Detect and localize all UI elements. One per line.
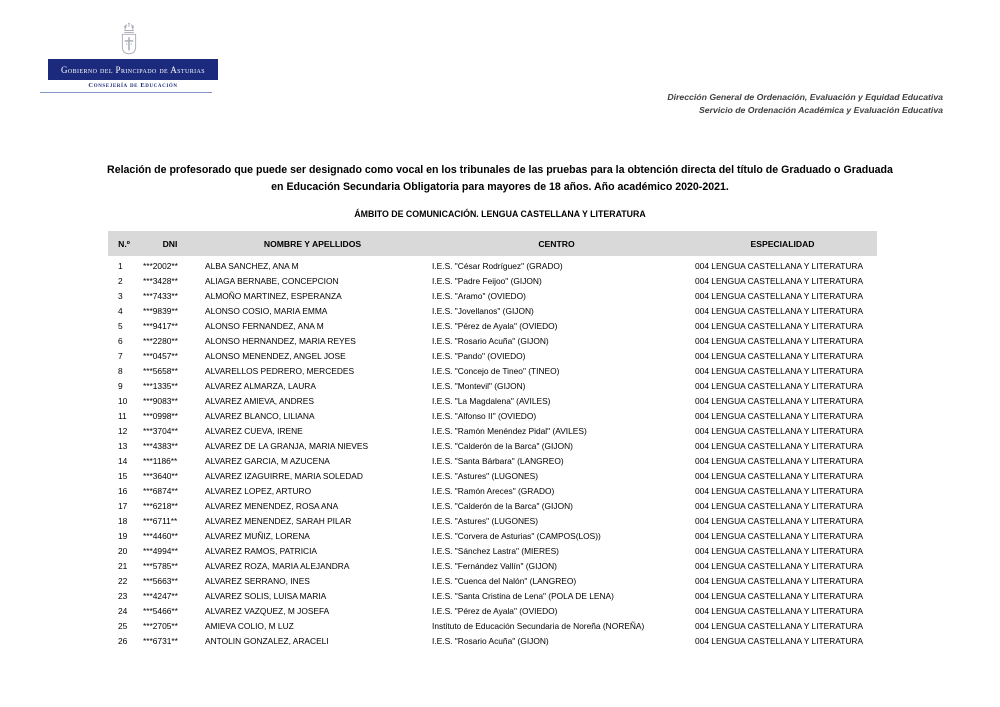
- cell-especialidad: 004 LENGUA CASTELLANA Y LITERATURA: [695, 291, 864, 301]
- cell-especialidad: 004 LENGUA CASTELLANA Y LITERATURA: [695, 516, 864, 526]
- cell-num: 17: [118, 501, 128, 511]
- cell-nombre: ALVAREZ IZAGUIRRE, MARIA SOLEDAD: [205, 471, 363, 481]
- table-row: [108, 529, 877, 544]
- table-row: [108, 469, 877, 484]
- cell-nombre: ANTOLIN GONZALEZ, ARACELI: [205, 636, 329, 646]
- table-row: [108, 394, 877, 409]
- cell-nombre: ALIAGA BERNABE, CONCEPCION: [205, 276, 339, 286]
- document-subtitle: ÁMBITO DE COMUNICACIÓN. LENGUA CASTELLANA Y LITERATURA: [354, 209, 646, 219]
- cell-num: 4: [118, 306, 123, 316]
- cell-dni: ***3428**: [143, 276, 178, 286]
- authority-line-2: Servicio de Ordenación Académica y Evaluación Educativa: [699, 105, 943, 115]
- cell-especialidad: 004 LENGUA CASTELLANA Y LITERATURA: [695, 456, 864, 466]
- cell-especialidad: 004 LENGUA CASTELLANA Y LITERATURA: [695, 501, 864, 511]
- cell-nombre: ALVAREZ SERRANO, INES: [205, 576, 310, 586]
- cell-dni: ***7433**: [143, 291, 178, 301]
- cell-especialidad: 004 LENGUA CASTELLANA Y LITERATURA: [695, 396, 864, 406]
- cell-especialidad: 004 LENGUA CASTELLANA Y LITERATURA: [695, 351, 864, 361]
- cell-dni: ***6218**: [143, 501, 178, 511]
- cell-dni: ***4383**: [143, 441, 178, 451]
- cell-dni: ***3640**: [143, 471, 178, 481]
- document-title-line-1: Relación de profesorado que puede ser designado como vocal en los tribunales de las pruebas para la obtención directa del título de Graduado o Graduada: [107, 164, 893, 176]
- teacher-roster-table: [108, 231, 877, 649]
- logo-divider: [40, 92, 212, 93]
- table-row: [108, 619, 877, 634]
- cell-especialidad: 004 LENGUA CASTELLANA Y LITERATURA: [695, 321, 864, 331]
- cell-centro: I.E.S. "Astures" (LUGONES): [432, 516, 539, 526]
- cell-centro: I.E.S. "Fernández Vallín" (GIJON): [432, 561, 557, 571]
- cell-nombre: ALVAREZ MENENDEZ, ROSA ANA: [205, 501, 339, 511]
- table-row: [108, 319, 877, 334]
- table-row: [108, 634, 877, 649]
- cell-dni: ***2705**: [143, 621, 178, 631]
- cell-dni: ***2280**: [143, 336, 178, 346]
- table-row: [108, 274, 877, 289]
- table-row: [108, 589, 877, 604]
- cell-nombre: ALVARELLOS PEDRERO, MERCEDES: [205, 366, 355, 376]
- cell-num: 24: [118, 606, 128, 616]
- cell-num: 25: [118, 621, 128, 631]
- cell-centro: I.E.S. "Pando" (OVIEDO): [432, 351, 526, 361]
- table-row: [108, 379, 877, 394]
- cell-especialidad: 004 LENGUA CASTELLANA Y LITERATURA: [695, 471, 864, 481]
- cell-dni: ***9083**: [143, 396, 178, 406]
- table-row: [108, 304, 877, 319]
- cell-num: 20: [118, 546, 128, 556]
- cell-centro: I.E.S. "Ramón Menéndez Pidal" (AVILES): [432, 426, 587, 436]
- cell-nombre: ALVAREZ AMIEVA, ANDRES: [205, 396, 314, 406]
- cell-centro: I.E.S. "Cuenca del Nalón" (LANGREO): [432, 576, 577, 586]
- cell-dni: ***6711**: [143, 516, 178, 526]
- table-row: [108, 484, 877, 499]
- cell-dni: ***5466**: [143, 606, 178, 616]
- cell-num: 23: [118, 591, 128, 601]
- cell-nombre: ALMOÑO MARTINEZ, ESPERANZA: [205, 291, 342, 301]
- table-row: [108, 349, 877, 364]
- cell-num: 9: [118, 381, 123, 391]
- government-banner-label: Gobierno del Principado de Asturias: [61, 64, 205, 75]
- cell-centro: I.E.S. "Pérez de Ayala" (OVIEDO): [432, 606, 558, 616]
- cell-especialidad: 004 LENGUA CASTELLANA Y LITERATURA: [695, 531, 864, 541]
- roster-table-body: [108, 256, 877, 649]
- cell-dni: ***6874**: [143, 486, 178, 496]
- cell-dni: ***0998**: [143, 411, 178, 421]
- cell-centro: I.E.S. "Calderón de la Barca" (GIJON): [432, 441, 573, 451]
- cell-centro: I.E.S. "Montevil" (GIJON): [432, 381, 526, 391]
- column-header-centro: CENTRO: [425, 231, 688, 256]
- cell-especialidad: 004 LENGUA CASTELLANA Y LITERATURA: [695, 336, 864, 346]
- table-row: [108, 514, 877, 529]
- table-row: [108, 256, 877, 274]
- cell-centro: I.E.S. "Calderón de la Barca" (GIJON): [432, 501, 573, 511]
- cell-num: 18: [118, 516, 128, 526]
- cell-num: 11: [118, 411, 127, 421]
- cell-especialidad: 004 LENGUA CASTELLANA Y LITERATURA: [695, 306, 864, 316]
- cell-nombre: ALVAREZ MENENDEZ, SARAH PILAR: [205, 516, 352, 526]
- cell-especialidad: 004 LENGUA CASTELLANA Y LITERATURA: [695, 576, 864, 586]
- cell-dni: ***5658**: [143, 366, 178, 376]
- cell-dni: ***4460**: [143, 531, 178, 541]
- column-header-nombre: NOMBRE Y APELLIDOS: [200, 231, 425, 256]
- cell-especialidad: 004 LENGUA CASTELLANA Y LITERATURA: [695, 441, 864, 451]
- cell-num: 5: [118, 321, 123, 331]
- cell-nombre: ALVAREZ DE LA GRANJA, MARIA NIEVES: [205, 441, 369, 451]
- government-banner: [48, 59, 218, 80]
- asturias-coat-of-arms-icon: [118, 22, 140, 58]
- cell-centro: I.E.S. "Sánchez Lastra" (MIERES): [432, 546, 559, 556]
- table-row: [108, 364, 877, 379]
- cell-num: 26: [118, 636, 128, 646]
- cell-dni: ***6731**: [143, 636, 178, 646]
- cell-nombre: ALONSO FERNANDEZ, ANA M: [205, 321, 324, 331]
- table-row: [108, 409, 877, 424]
- cell-centro: I.E.S. "La Magdalena" (AVILES): [432, 396, 551, 406]
- cell-centro: I.E.S. "Rosario Acuña" (GIJON): [432, 636, 549, 646]
- cell-centro: I.E.S. "Concejo de Tineo" (TINEO): [432, 366, 560, 376]
- cell-centro: I.E.S. "Pérez de Ayala" (OVIEDO): [432, 321, 558, 331]
- cell-especialidad: 004 LENGUA CASTELLANA Y LITERATURA: [695, 366, 864, 376]
- table-row: [108, 604, 877, 619]
- cell-num: 13: [118, 441, 128, 451]
- table-row: [108, 559, 877, 574]
- asturias-logo: [40, 22, 218, 93]
- cell-nombre: ALVAREZ MUÑIZ, LORENA: [205, 531, 310, 541]
- column-header-dni: DNI: [140, 231, 200, 256]
- document-title: [60, 162, 940, 196]
- cell-centro: I.E.S. "Santa Cristina de Lena" (POLA DE LENA): [432, 591, 614, 601]
- cell-nombre: ALVAREZ LOPEZ, ARTURO: [205, 486, 312, 496]
- cell-num: 12: [118, 426, 128, 436]
- column-header-num: N.º: [108, 231, 140, 256]
- cell-centro: I.E.S. "Jovellanos" (GIJON): [432, 306, 534, 316]
- cell-num: 6: [118, 336, 123, 346]
- cell-dni: ***3704**: [143, 426, 178, 436]
- cell-centro: Instituto de Educación Secundaria de Noreña (NOREÑA): [432, 621, 645, 631]
- cell-dni: ***4994**: [143, 546, 178, 556]
- cell-num: 3: [118, 291, 123, 301]
- table-row: [108, 334, 877, 349]
- roster-header-row: [108, 231, 877, 256]
- cell-num: 21: [118, 561, 128, 571]
- cell-centro: I.E.S. "Aramo" (OVIEDO): [432, 291, 526, 301]
- cell-nombre: ALVAREZ ROZA, MARIA ALEJANDRA: [205, 561, 350, 571]
- cell-nombre: ALONSO COSIO, MARIA EMMA: [205, 306, 328, 316]
- cell-nombre: ALVAREZ CUEVA, IRENE: [205, 426, 303, 436]
- cell-dni: ***9839**: [143, 306, 178, 316]
- cell-especialidad: 004 LENGUA CASTELLANA Y LITERATURA: [695, 411, 864, 421]
- cell-especialidad: 004 LENGUA CASTELLANA Y LITERATURA: [695, 546, 864, 556]
- cell-centro: I.E.S. "Ramón Areces" (GRADO): [432, 486, 555, 496]
- cell-centro: I.E.S. "Astures" (LUGONES): [432, 471, 539, 481]
- table-row: [108, 289, 877, 304]
- table-row: [108, 424, 877, 439]
- cell-num: 8: [118, 366, 123, 376]
- cell-especialidad: 004 LENGUA CASTELLANA Y LITERATURA: [695, 606, 864, 616]
- cell-centro: I.E.S. "Santa Bárbara" (LANGREO): [432, 456, 564, 466]
- authority-line-1: Dirección General de Ordenación, Evaluación y Equidad Educativa: [667, 92, 943, 102]
- cell-especialidad: 004 LENGUA CASTELLANA Y LITERATURA: [695, 561, 864, 571]
- cell-num: 1: [118, 261, 123, 271]
- cell-nombre: ALONSO HERNANDEZ, MARIA REYES: [205, 336, 356, 346]
- cell-dni: ***5663**: [143, 576, 178, 586]
- cell-num: 7: [118, 351, 123, 361]
- cell-num: 14: [118, 456, 128, 466]
- cell-nombre: ALVAREZ GARCIA, M AZUCENA: [205, 456, 330, 466]
- cell-nombre: ALONSO MENENDEZ, ANGEL JOSE: [205, 351, 346, 361]
- cell-centro: I.E.S. "Rosario Acuña" (GIJON): [432, 336, 549, 346]
- cell-nombre: ALVAREZ SOLIS, LUISA MARIA: [205, 591, 327, 601]
- cell-num: 15: [118, 471, 128, 481]
- cell-dni: ***0457**: [143, 351, 178, 361]
- cell-num: 10: [118, 396, 128, 406]
- cell-num: 16: [118, 486, 128, 496]
- cell-num: 2: [118, 276, 123, 286]
- cell-especialidad: 004 LENGUA CASTELLANA Y LITERATURA: [695, 621, 864, 631]
- table-row: [108, 544, 877, 559]
- cell-centro: I.E.S. "Padre Feijoo" (GIJON): [432, 276, 542, 286]
- cell-dni: ***1186**: [143, 456, 178, 466]
- cell-nombre: ALVAREZ VAZQUEZ, M JOSEFA: [205, 606, 330, 616]
- table-row: [108, 454, 877, 469]
- cell-dni: ***5785**: [143, 561, 178, 571]
- cell-nombre: ALVAREZ ALMARZA, LAURA: [205, 381, 316, 391]
- document-title-line-2: en Educación Secundaria Obligatoria para mayores de 18 años. Año académico 2020-2021.: [271, 181, 729, 193]
- cell-especialidad: 004 LENGUA CASTELLANA Y LITERATURA: [695, 591, 864, 601]
- cell-nombre: ALBA SANCHEZ, ANA M: [205, 261, 299, 271]
- cell-centro: I.E.S. "Corvera de Asturias" (CAMPOS(LOS)): [432, 531, 601, 541]
- cell-nombre: ALVAREZ BLANCO, LILIANA: [205, 411, 315, 421]
- department-label: Consejería de Educación: [88, 82, 178, 89]
- cell-centro: I.E.S. "César Rodríguez" (GRADO): [432, 261, 563, 271]
- table-row: [108, 499, 877, 514]
- cell-num: 19: [118, 531, 128, 541]
- cell-nombre: ALVAREZ RAMOS, PATRICIA: [205, 546, 317, 556]
- cell-dni: ***1335**: [143, 381, 178, 391]
- cell-dni: ***2002**: [143, 261, 178, 271]
- cell-num: 22: [118, 576, 128, 586]
- cell-especialidad: 004 LENGUA CASTELLANA Y LITERATURA: [695, 636, 864, 646]
- cell-especialidad: 004 LENGUA CASTELLANA Y LITERATURA: [695, 426, 864, 436]
- cell-especialidad: 004 LENGUA CASTELLANA Y LITERATURA: [695, 381, 864, 391]
- column-header-especialidad: ESPECIALIDAD: [688, 231, 877, 256]
- cell-dni: ***4247**: [143, 591, 178, 601]
- table-row: [108, 439, 877, 454]
- table-row: [108, 574, 877, 589]
- cell-dni: ***9417**: [143, 321, 178, 331]
- cell-especialidad: 004 LENGUA CASTELLANA Y LITERATURA: [695, 276, 864, 286]
- issuing-authority: [667, 91, 943, 117]
- cell-especialidad: 004 LENGUA CASTELLANA Y LITERATURA: [695, 486, 864, 496]
- cell-centro: I.E.S. "Alfonso II" (OVIEDO): [432, 411, 537, 421]
- cell-nombre: AMIEVA COLIO, M LUZ: [205, 621, 294, 631]
- cell-especialidad: 004 LENGUA CASTELLANA Y LITERATURA: [695, 261, 864, 271]
